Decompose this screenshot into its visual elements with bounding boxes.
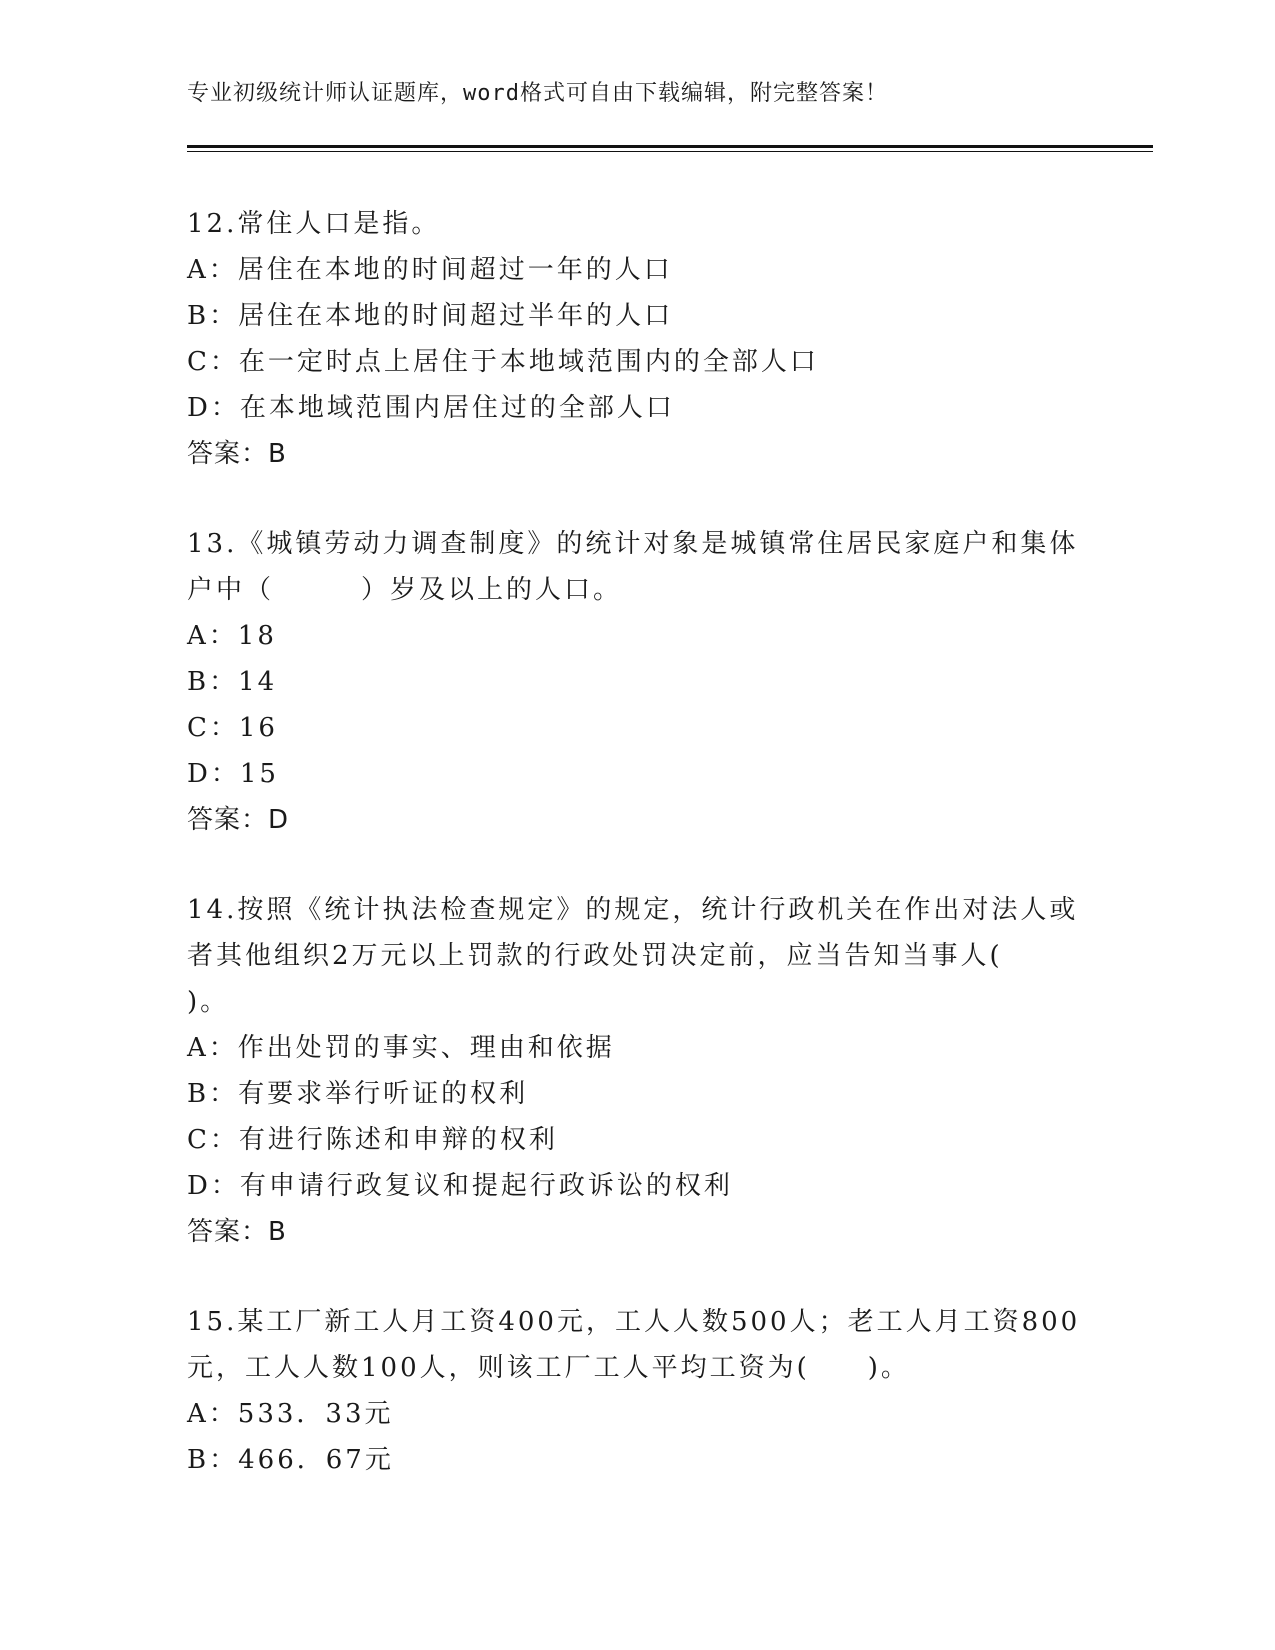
option-b: B：居住在本地的时间超过半年的人口: [187, 301, 674, 331]
question-stem-line: 者其他组织2万元以上罚款的行政处罚决定前，应当告知当事人(: [187, 941, 1003, 971]
question-12: [187, 201, 1087, 477]
question-stem-line: 元，工人人数100人，则该工厂工人平均工资为( )。: [187, 1353, 910, 1383]
question-14: [187, 887, 1087, 1255]
question-list: [187, 201, 1087, 1527]
header-rule-thin: [187, 151, 1153, 152]
question-13: [187, 521, 1087, 843]
option-b: B：466．67元: [187, 1445, 394, 1475]
option-c: C：在一定时点上居住于本地域范围内的全部人口: [187, 347, 819, 377]
option-c: C：有进行陈述和申辩的权利: [187, 1125, 558, 1155]
question-stem-line: 14.按照《统计执法检查规定》的规定，统计行政机关在作出对法人或: [187, 895, 1079, 925]
answer-line: 答案：D: [187, 805, 290, 835]
question-stem-line: 15.某工厂新工人月工资400元，工人人数500人；老工人月工资800: [187, 1307, 1081, 1337]
answer-line: 答案：B: [187, 1217, 287, 1247]
answer-line: 答案：B: [187, 439, 287, 469]
question-stem-line: 13.《城镇劳动力调查制度》的统计对象是城镇常住居民家庭户和集体: [187, 529, 1079, 559]
option-b: B：14: [187, 667, 278, 697]
question-15: [187, 1299, 1087, 1483]
option-d: D：15: [187, 759, 279, 789]
option-a: A：18: [187, 621, 277, 651]
page-header: 专业初级统计师认证题库，word格式可自由下载编辑，附完整答案！: [187, 81, 888, 106]
header-rule-thick: [187, 145, 1153, 148]
option-b: B：有要求举行听证的权利: [187, 1079, 529, 1109]
option-d: D：在本地域范围内居住过的全部人口: [187, 393, 675, 423]
option-a: A：居住在本地的时间超过一年的人口: [187, 255, 673, 285]
question-stem-line: )。: [187, 987, 230, 1017]
option-d: D：有申请行政复议和提起行政诉讼的权利: [187, 1171, 733, 1201]
option-a: A：作出处罚的事实、理由和依据: [187, 1033, 615, 1063]
option-a: A：533．33元: [187, 1399, 394, 1429]
option-c: C：16: [187, 713, 278, 743]
question-stem-line: 户中（ ）岁及以上的人口。: [187, 575, 623, 605]
question-stem-line: 12.常住人口是指。: [187, 209, 441, 239]
